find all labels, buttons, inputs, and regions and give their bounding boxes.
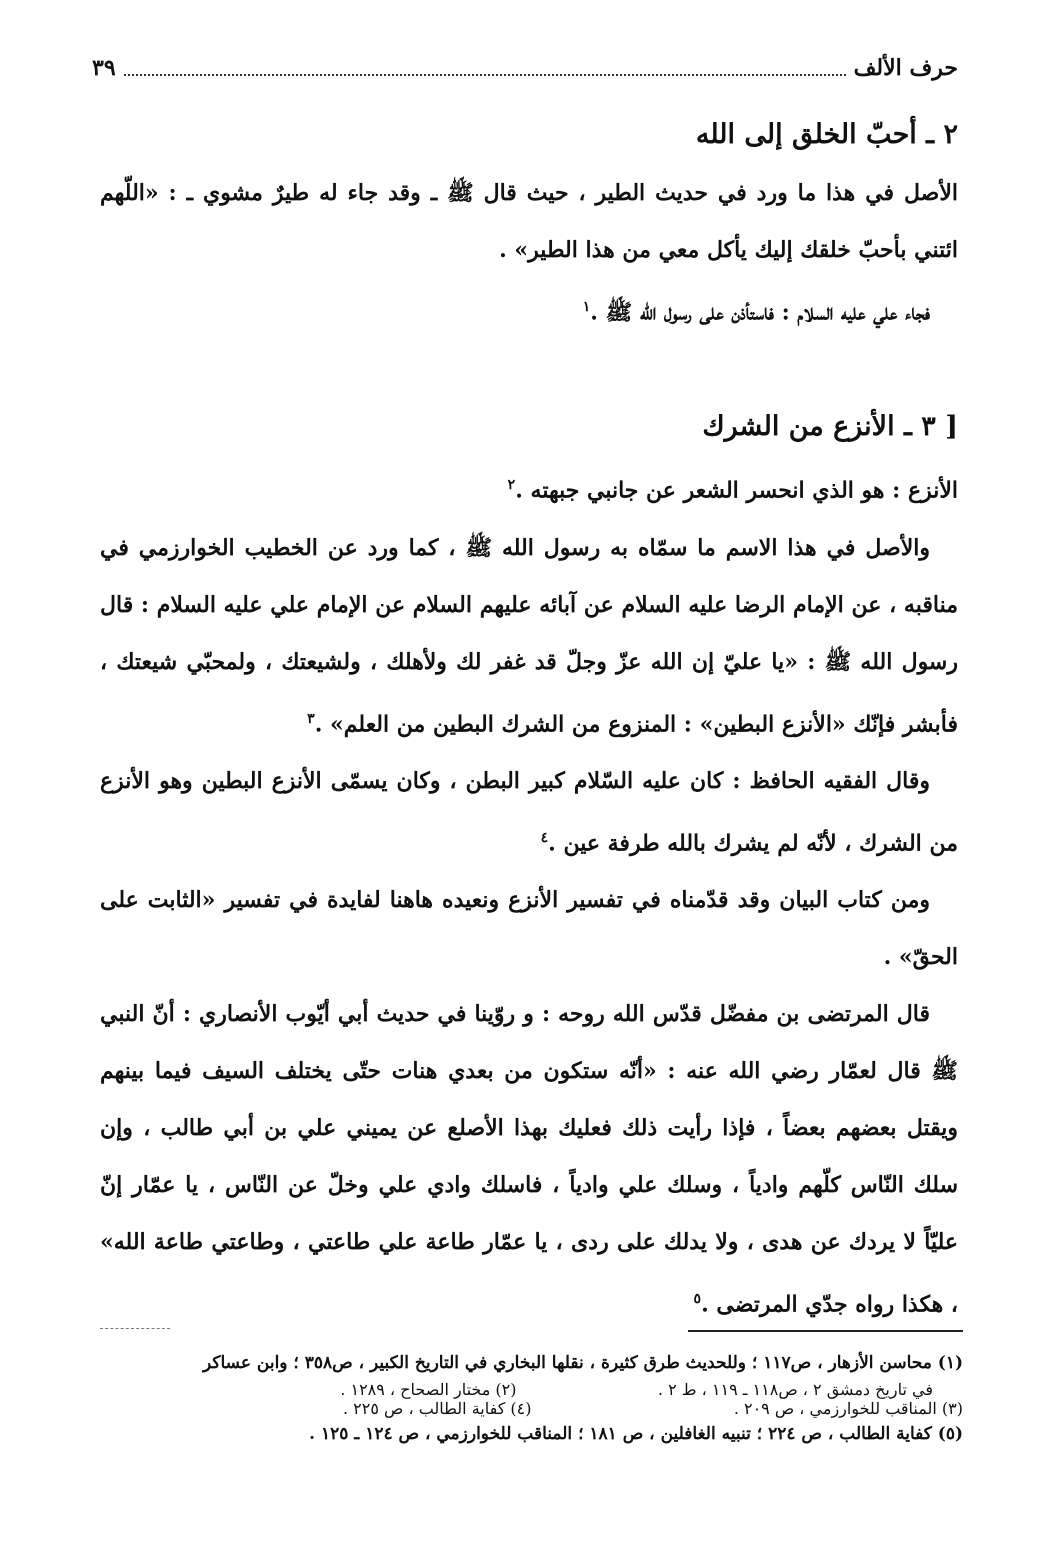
paragraph-with-footnote [100,520,958,753]
running-header [92,48,958,88]
section-gap [100,341,958,397]
section-heading-3: [ ٣ ـ الأنزع من الشرك [702,411,958,443]
paragraph: ومن كتاب البيان وقد قدّمناه في تفسير الأنزع ونعيده هاهنا لفايدة في تفسير «الثابت على الحقّ» . [100,887,958,971]
paragraph-text: قال المرتضى بن مفضّل قدّس الله روحه : و روّينا في حديث أبي أيّوب الأنصاري : أنّ النبي ﷺ قال لعمّار رضي الله عنه : «أنّه ستكون من بعدي هنات حتّى يختلف السيف فيما بينهم ويقتل بعضهم بعضاً ، فإذا رأيت ذلك فعليك بهذا الأصلع عن يميني علي بن أبي طالب ، وإن سلك النّاس كلّهم وادياً ، وسلك علي وادياً ، فاسلك وادي علي وخلّ عن النّاس ، يا عمّار إنّ عليّاً لا يردك عن هدى ، ولا يدلك على ردى ، يا عمّار طاعة علي طاعتي ، وطاعتي طاعة الله» ، هكذا رواه جدّي المرتضى . [100,1001,958,1318]
footnote-ref: ٣ [307,710,315,727]
header-dot-leader [124,60,846,76]
footnote-ref: ٤ [540,829,549,846]
paragraph-with-footnote [100,986,958,1333]
paragraph-text: وقال الفقيه الحافظ : كان عليه السّلام كبير البطن ، وكان يسمّى الأنزع البطين وهو الأنزع من الشرك ، لأنّه لم يشرك بالله طرفة عين . [100,767,958,857]
footnote-ref: ١ [582,299,591,315]
footnote-5: (٥) كفاية الطالب ، ص ٢٢٤ ؛ تنبيه الغافلين ، ص ١٨١ ؛ المناقب للخوارزمي ، ص ١٢٤ ـ ١٢٥ . [309,1424,963,1444]
paragraph-text: فجاء علي عليه السلام : فاستأذن على رسول الله ﷺ . [590,299,930,326]
main-text [100,105,958,1334]
footnote-row [100,1380,963,1399]
footnote-1: (١) محاسن الأزهار ، ص١١٧ ؛ وللحديث طرق كثيرة ، نقلها البخاري في التاريخ الكبير ، ص٣٥٨ ؛ وابن عساكر [203,1353,963,1373]
footnotes [100,1330,963,1451]
footnote-row [100,1399,963,1418]
footnote-rule [688,1330,963,1332]
paragraph-text: والأصل في هذا الاسم ما سمّاه به رسول الله ﷺ ، كما ورد عن الخطيب الخوارزمي في مناقبه ، عن الإمام الرضا عليه السلام عن آبائه عليهم السلام عن الإمام علي عليه السلام : قال رسول الله ﷺ : «يا عليّ إن الله عزّ وجلّ قد غفر لك ولأهلك ، ولشيعتك ، ولمحبّي شيعتك ، فأبشر فإنّك «الأنزع البطين» : المنزوع من الشرك البطين من العلم» . [100,534,958,737]
paragraph: الأصل في هذا ما ورد في حديث الطير ، حيث قال ﷺ ـ وقد جاء له طيرٌ مشوي ـ : «اللّهم ائتني بأحبّ خلقك إليك يأكل معي من هذا الطير» . [100,180,958,263]
section-title: حرف الألف [853,55,958,81]
page-number: ٣٩ [92,55,116,81]
footnote-2: (٢) مختار الصحاح ، ١٢٨٩ . [340,1380,517,1399]
section-heading-2: ٢ ـ أحبّ الخلق إلى الله [695,119,958,150]
paragraph-text: الأنزع : هو الذي انحسر الشعر عن جانبي جبهته . [515,477,958,504]
footnote-ref: ٥ [693,1291,702,1308]
footnote-rule-dashes [100,1328,170,1329]
paragraph-with-footnote [100,279,958,341]
footnote-1-cont: في تاريخ دمشق ٢ ، ص١١٨ ـ ١١٩ ، ط ٢ . [657,1380,933,1399]
footnote-3: (٣) المناقب للخوارزمي ، ص ٢٠٩ . [733,1399,963,1418]
paragraph-with-footnote [100,457,958,519]
footnote-4: (٤) كفاية الطالب ، ص ٢٢٥ . [343,1399,532,1418]
footnote-ref: ٢ [507,477,516,494]
paragraph-with-footnote [100,753,958,872]
